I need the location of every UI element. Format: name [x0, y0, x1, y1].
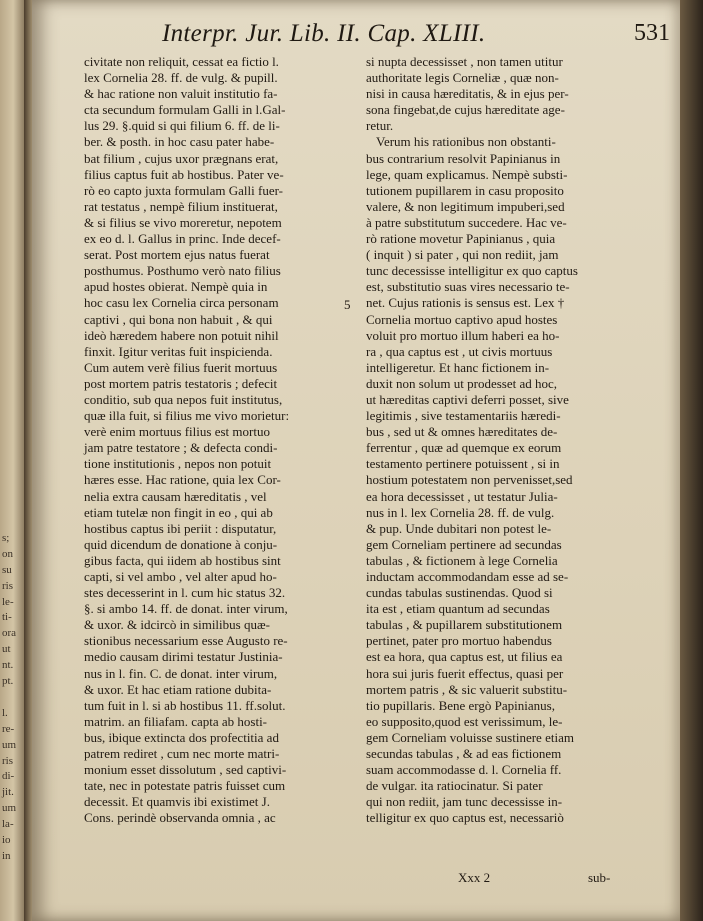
- catchword: sub-: [588, 870, 611, 885]
- text-line: quæ illa fuit, si filius me vivo morietur:: [84, 408, 290, 424]
- text-line: tabulas , & pupillarem substitutionem: [366, 617, 563, 633]
- text-line: ber. & posth. in hoc casu pater habe-: [84, 134, 275, 150]
- text-line: valere, & non legitimum impuberi,sed: [366, 198, 565, 214]
- text-line: secundas tabulas , & ad eas fictionem: [366, 746, 562, 762]
- facing-page-fragment: su: [2, 563, 12, 576]
- facing-page-fragment: on: [2, 547, 13, 560]
- text-line: tione institutionis , nepos non potuit: [84, 456, 272, 472]
- text-line: est, substitutio suas vires necessario te-: [366, 279, 570, 295]
- text-line: gem Corneliam voluisse sustinere etiam: [366, 729, 574, 745]
- text-line: capti, si vel ambo , vel alter apud ho-: [84, 569, 277, 584]
- text-line: hostibus captus ibi periit : disputatur,: [84, 520, 277, 536]
- text-line: nus in l. fin. C. de donat. inter virum,: [84, 665, 278, 681]
- text-line: ea hora decessisset , ut testatur Julia-: [366, 488, 558, 504]
- facing-page-edge: [0, 0, 24, 921]
- text-line: rò eo capto juxta formulam Galli fuer-: [84, 182, 283, 198]
- text-line: net. Cujus rationis is sensus est. Lex †: [366, 295, 565, 311]
- text-line: bus, ibique extincta dos profectitia ad: [84, 729, 279, 745]
- text-line: bus contrarium resolvit Papinianus in: [366, 150, 561, 166]
- text-line: ita est , etiam quantum ad secundas: [366, 601, 550, 617]
- text-line: civitate non reliquit, cessat ea fictio l.: [84, 54, 279, 69]
- text-line: nelia extra causam hæreditatis , vel: [84, 488, 267, 504]
- text-line: pertinet, pater pro mortuo habendus: [366, 633, 552, 649]
- text-line: cundas tabulas sustinendas. Quod si: [366, 585, 553, 601]
- text-line: si nupta decessisset , non tamen utitur: [366, 54, 563, 69]
- text-line: tum fuit in l. si ab hostibus 11. ff.solut.: [84, 697, 286, 713]
- text-line: de vulgar. ita ratiocinatur. Si pater: [366, 778, 543, 794]
- text-line: conditio, sub qua nepos fuit institutus,: [84, 391, 283, 407]
- text-line: stionibus necessarium esse Augusto re-: [84, 633, 288, 649]
- text-line: tunc decessisse intelligitur ex quo captus: [366, 263, 578, 279]
- text-line: hoc casu lex Cornelia circa personam: [84, 295, 279, 311]
- text-line: etiam tutelæ non fingit in eo , qui ab: [84, 504, 273, 520]
- facing-page-fragment: s;: [2, 531, 10, 544]
- facing-page-fragment: jit.: [2, 786, 14, 799]
- text-line: retur.: [366, 118, 394, 134]
- page-edge-shadow: [680, 0, 703, 921]
- text-line: & hac ratione non valuit institutio fa-: [84, 86, 278, 102]
- text-line: monium esset dissolutum , sed captivi-: [84, 762, 287, 778]
- text-line: Cornelia mortuo captivo apud hostes: [366, 311, 558, 327]
- text-line: à patre substitutum succedere. Hac ve-: [366, 214, 567, 230]
- text-line: apud hostes obierat. Nempè quia in: [84, 279, 268, 295]
- margin-line-number: 5: [344, 297, 351, 312]
- text-line: hora sui juris fuerit effectus, quasi per: [366, 665, 564, 681]
- text-line: tio pupillaris. Bene ergò Papinianus,: [366, 697, 555, 713]
- text-line: & uxor. & idcircò in similibus quæ-: [84, 617, 270, 633]
- facing-page-fragment: in: [2, 849, 11, 862]
- text-line: bat filium , cujus uxor prægnans erat,: [84, 150, 279, 166]
- facing-page-fragment: um: [2, 738, 17, 751]
- facing-page-fragment: ut: [2, 643, 11, 656]
- facing-page-fragment: pt.: [2, 675, 14, 687]
- text-line: & pup. Unde dubitari non potest le-: [366, 520, 552, 536]
- text-line: inductam accommodandam esse ad se-: [366, 569, 569, 584]
- text-line: intelligeretur. Et hanc fictionem in-: [366, 359, 550, 375]
- text-line: §. si ambo 14. ff. de donat. inter virum,: [84, 601, 288, 617]
- text-line: gem Corneliam pertinere ad secundas: [366, 536, 562, 552]
- text-line: stes decesserint in l. cum hic status 32.: [84, 585, 286, 601]
- text-line: lus 29. §.quid si qui filium 6. ff. de li-: [84, 118, 280, 134]
- text-line: Cum autem verè filius fuerit mortuus: [84, 359, 278, 375]
- text-line: finxit. Igitur veritas fuit inspicienda.: [84, 343, 273, 359]
- text-line: captivi , qui bona non habuit , & qui: [84, 311, 273, 327]
- text-line: ideò hæredem habere non potuit nihil: [84, 327, 279, 343]
- facing-page-fragment: la-: [2, 818, 14, 831]
- text-line: hæres esse. Hac ratione, quia lex Cor-: [84, 472, 281, 488]
- facing-page-fragment: io: [2, 834, 11, 846]
- text-line: lege, quam explicamus. Nempè substi-: [366, 166, 568, 182]
- text-line: ut hæreditas captivi deferri posset, sive: [366, 391, 569, 407]
- text-line: ( inquit ) si pater , qui non rediit, jam: [366, 247, 559, 263]
- text-line: telligitur ex quo captus est, necessariò: [366, 810, 564, 826]
- text-line: decessit. Et quamvis ibi existimet J.: [84, 794, 270, 810]
- text-line: voluit pro mortuo illum haberi ea ho-: [366, 327, 560, 343]
- text-line: tutionem pupillarem in casu proposito: [366, 182, 564, 198]
- facing-page-fragment: ris: [2, 754, 13, 767]
- text-line: quid dicendum de donatione à conju-: [84, 536, 278, 552]
- text-line: cta secundum formulam Galli in l.Gal-: [84, 102, 286, 118]
- text-line: & si filius se vivo moreretur, nepotem: [84, 214, 282, 230]
- running-title: Interpr. Jur. Lib. II. Cap. XLIII.: [162, 20, 486, 47]
- page-number: 531: [634, 20, 670, 46]
- facing-page-fragment: ris: [2, 579, 13, 592]
- text-line: tabulas , & fictionem à lege Cornelia: [366, 552, 558, 568]
- facing-page-fragment: ti-: [2, 611, 12, 624]
- book-gutter: [24, 0, 32, 921]
- text-line: hostium potestatem non pervenisset,sed: [366, 472, 573, 488]
- text-line: rò ratione movetur Papinianus , quia: [366, 231, 556, 247]
- text-line: & uxor. Et hac etiam ratione dubita-: [84, 681, 272, 697]
- right-text-column: [366, 54, 618, 827]
- text-line: gibus facta, qui iidem ab hostibus sint: [84, 552, 281, 568]
- book-page: [32, 0, 680, 921]
- text-line: est ea hora, qua captus est, ut filius ea: [366, 649, 563, 665]
- facing-page-fragment: le-: [2, 595, 14, 608]
- facing-page-fragment: nt.: [2, 659, 14, 672]
- text-line: Verum his rationibus non obstanti-: [376, 134, 556, 150]
- facing-page-fragment: ora: [2, 627, 17, 640]
- page-header: [120, 20, 680, 54]
- text-line: suam accommodasse d. l. Cornelia ff.: [366, 762, 562, 778]
- text-line: lex Cornelia 28. ff. de vulg. & pupill.: [84, 70, 278, 86]
- facing-page-fragment: um: [2, 802, 17, 815]
- text-line: Cons. perindè observanda omnia , ac: [84, 810, 276, 826]
- text-line: legitimis , sive testamentariis hæredi-: [366, 408, 561, 424]
- text-line: testamento pertinere potuissent , si in: [366, 456, 560, 472]
- text-line: filius captus fuit ab hostibus. Pater ve-: [84, 166, 284, 182]
- text-line: jam patre testatore ; & defecta condi-: [84, 440, 278, 456]
- left-text-column: [84, 54, 337, 827]
- facing-page-fragment: l.: [2, 706, 8, 719]
- text-line: patrem rediret , cum nec morte matri-: [84, 746, 280, 762]
- text-line: ex eo d. l. Gallus in princ. Inde decef-: [84, 231, 281, 247]
- text-line: bus , sed ut & omnes hæreditates de-: [366, 424, 558, 440]
- text-line: rat testatus , nempè filium instituerat,: [84, 198, 278, 214]
- text-line: verè enim mortuus filius est mortuo: [84, 424, 270, 440]
- text-line: eo supposito,quod est verissimum, le-: [366, 713, 563, 729]
- text-line: tate, nec in potestate patris fuisset cum: [84, 778, 286, 794]
- text-line: mortem patris , & sic valuerit substitu-: [366, 681, 568, 697]
- text-line: authoritate legis Corneliæ , quæ non-: [366, 70, 559, 86]
- text-line: duxit non solum ut prodesset ad hoc,: [366, 375, 558, 391]
- text-line: nus in l. lex Cornelia 28. ff. de vulg.: [366, 504, 555, 520]
- text-line: matrim. an filiafam. capta ab hosti-: [84, 713, 268, 729]
- text-line: ferrentur , quæ ad quemque ex eorum: [366, 440, 562, 456]
- facing-page-fragment: di-: [2, 770, 15, 783]
- text-line: medio causam dirimi testatur Justinia-: [84, 649, 283, 665]
- text-line: nisi in causa hæreditatis, & in ejus per-: [366, 86, 569, 102]
- signature-mark: Xxx 2: [458, 870, 491, 885]
- text-line: sona fingebat,de cujus hæreditate age-: [366, 102, 565, 118]
- text-line: ra , qua captus est , ut civis mortuus: [366, 343, 553, 359]
- text-line: qui non rediit, jam tunc decessisse in-: [366, 794, 563, 810]
- text-line: serat. Post mortem ejus natus fuerat: [84, 247, 270, 263]
- text-line: posthumus. Posthumo verò nato filius: [84, 263, 281, 279]
- facing-page-fragment: re-: [2, 722, 15, 735]
- text-line: post mortem patris testatoris ; defecit: [84, 375, 278, 391]
